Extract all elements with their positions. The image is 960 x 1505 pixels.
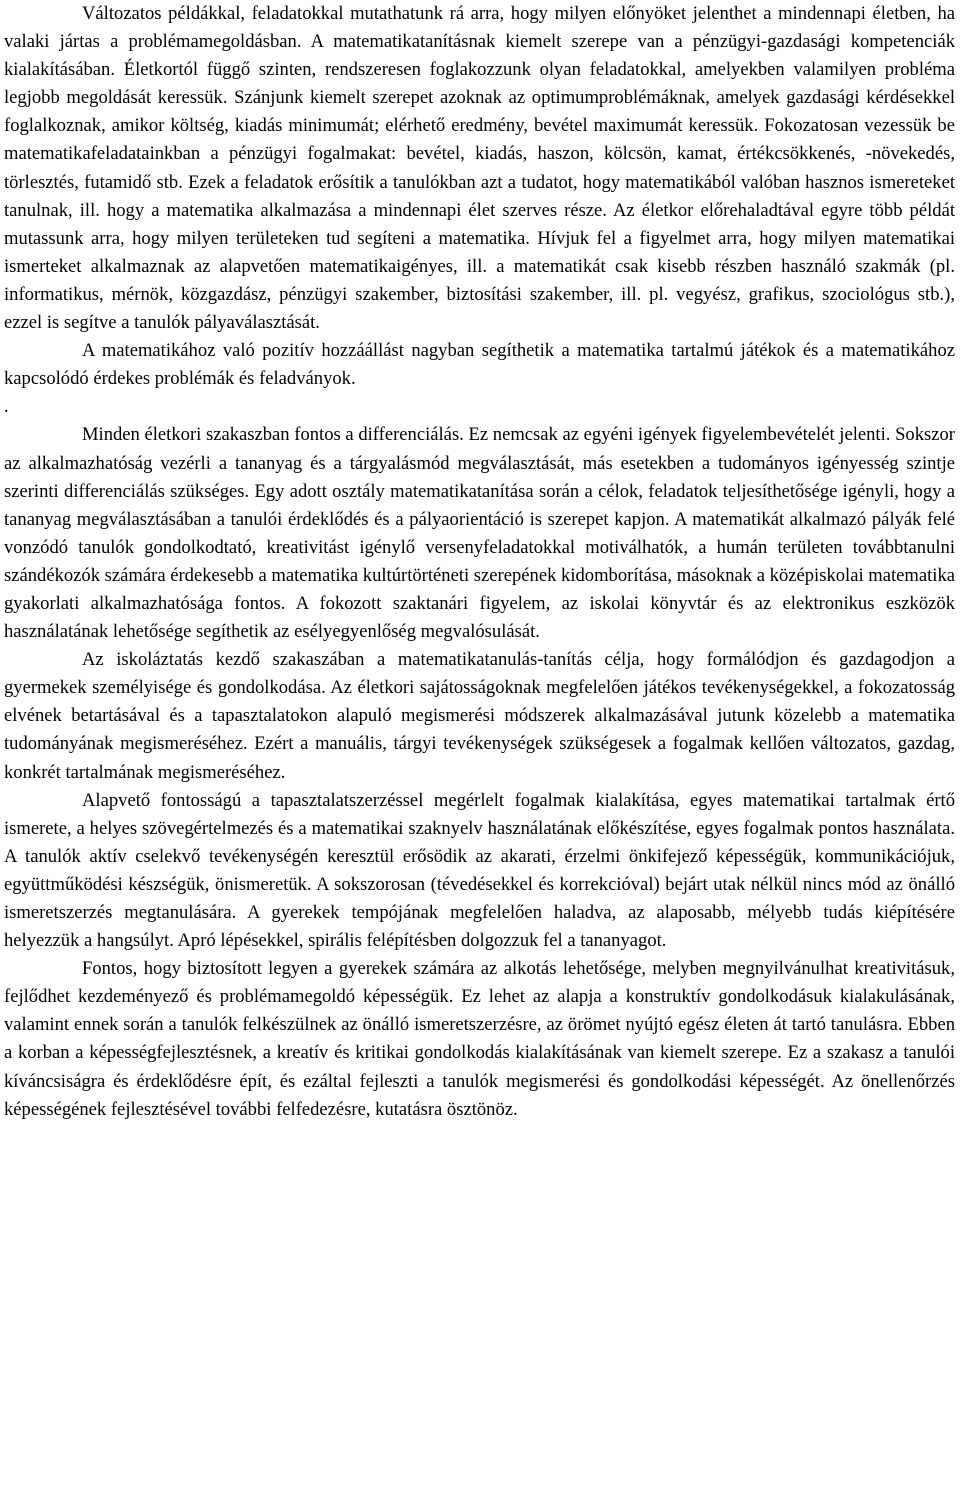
paragraph-concept-formation: Alapvető fontosságú a tapasztalatszerzéssel megérlelt fogalmak kialakítása, egyes matematikai tartalmak értő ismerete, a helyes szövegértelmezés és a matematikai szaknyelv használatának előkészítése, egyes fogalmak pontos használata. A tanulók aktív cselekvő tevékenységén keresztül erősödik az akarati, érzelmi önkifejező képességük, kommunikációjuk, együttműködési készségük, önismeretük. A sokszorosan (tévedésekkel és korrekcióval) bejárt utak nélkül nincs mód az önálló ismeretszerzés megtanulására. A gyerekek tempójának megfelelően haladva, az alaposabb, mélyebb tudás kiépítésére helyezzük a hangsúlyt. Apró lépésekkel, spirális felépítésben dolgozzuk fel a tananyagot. (4, 789, 955, 952)
paragraph-math-games: A matematikához való pozitív hozzáállást nagyban segíthetik a matematika tartalmú játékok és a matematikához kapcsolódó érdekes problémák és feladványok. (4, 340, 955, 390)
paragraph-early-schooling: Az iskoláztatás kezdő szakaszában a matematikatanulás-tanítás célja, hogy formálódjon és gazdagodjon a gyermekek személyisége és gondolkodása. Az életkori sajátosságoknak megfelelően játékos tevékenységekkel, a fokozatosság elvének betartásával és a tapasztalatokon alapuló megismerési módszerek alkalmazásával jutunk közelebb a matematika tudományának megismeréséhez. Ezért a manuális, tárgyi tevékenységek szükségesek a fogalmak kellően változatos, gazdag, konkrét tartalmának megismeréséhez. (4, 649, 955, 783)
paragraph-differentiation: Minden életkori szakaszban fontos a differenciálás. Ez nemcsak az egyéni igények figyelembevételét jelenti. Sokszor az alkalmazhatóság vezérli a tananyag és a tárgyalásmód megválasztását, más esetekben a tudományos igényesség szintje szerinti differenciálás szükséges. Egy adott osztály matematikatanítása során a célok, feladatok teljesíthetősége igényli, hogy a tananyag megválasztásában a tanulói érdeklődés és a pályaorientáció is szerepet kapjon. A matematikát alkalmazó pályák felé vonzódó tanulók gondolkodtató, kreativitást igénylő versenyfeladatokkal motiválhatók, a humán területen továbbtanulni szándékozók számára érdekesebb a matematika kultúrtörténeti szerepének kidomborítása, másoknak a középiskolai matematika gyakorlati alkalmazhatósága fontos. A fokozott szaktanári figyelem, az iskolai könyvtár és az elektronikus eszközök használatának lehetősége segíthetik az esélyegyenlőség megvalósulását. (4, 424, 956, 643)
paragraph-separator-dot: . (4, 396, 9, 418)
paragraph-creativity: Fontos, hogy biztosított legyen a gyerekek számára az alkotás lehetősége, melyben megnyilvánulhat kreativitásuk, fejlődhet kezdeményező és problémamegoldó képességük. Ez lehet az alapja a konstruktív gondolkodásuk kialakulásának, valamint ennek során a tanulók felkészülnek az önálló ismeretszerzésre, az örömet nyújtó egész életen át tartó tanulásra. Ebben a korban a képességfejlesztésnek, a kreatív és kritikai gondolkodás kialakításának van kiemelt szerepe. Ez a szakasz a tanulói kíváncsiságra és érdeklődésre épít, és ezáltal fejleszti a tanulók megismerési és gondolkodási képességét. Az önellenőrzés képességének fejlesztésével további felfedezésre, kutatásra ösztönöz. (4, 958, 955, 1120)
document-page (4, 0, 955, 1124)
paragraph-problem-solving: Változatos példákkal, feladatokkal mutathatunk rá arra, hogy milyen előnyöket jelenthet a mindennapi életben, ha valaki jártas a problémamegoldásban. A matematikatanításnak kiemelt szerepe van a pénzügyi-gazdasági kompetenciák kialakításában. Életkortól függő szinten, rendszeresen foglakozzunk olyan feladatokkal, amelyekben valamilyen probléma legjobb megoldását keressük. Szánjunk kiemelt szerepet azoknak az optimumproblémáknak, amelyek gazdasági kérdésekkel foglalkoznak, amikor költség, kiadás minimumát; elérhető eredmény, bevétel maximumát keressük. Fokozatosan vezessük be matematikafeladatainkban a pénzügyi fogalmakat: bevétel, kiadás, haszon, kölcsön, kamat, értékcsökkenés, -növekedés, törlesztés, futamidő stb. Ezek a feladatok erősítik a tanulókban azt a tudatot, hogy matematikából valóban hasznos ismereteket tanulnak, ill. hogy a matematika alkalmazása a mindennapi élet szerves része. Az életkor előrehaladtával egyre több példát mutassunk arra, hogy milyen területeken tud segíteni a matematika. Hívjuk fel a figyelmet arra, hogy milyen matematikai ismerteket alkalmaznak az alapvetően matematikaigényes, ill. a matematikát csak kisebb részben használó szakmák (pl. informatikus, mérnök, közgazdász, pénzügyi szakember, biztosítási szakember, ill. pl. vegyész, grafikus, szociológus stb.), ezzel is segítve a tanulók pályaválasztását. (4, 3, 955, 334)
